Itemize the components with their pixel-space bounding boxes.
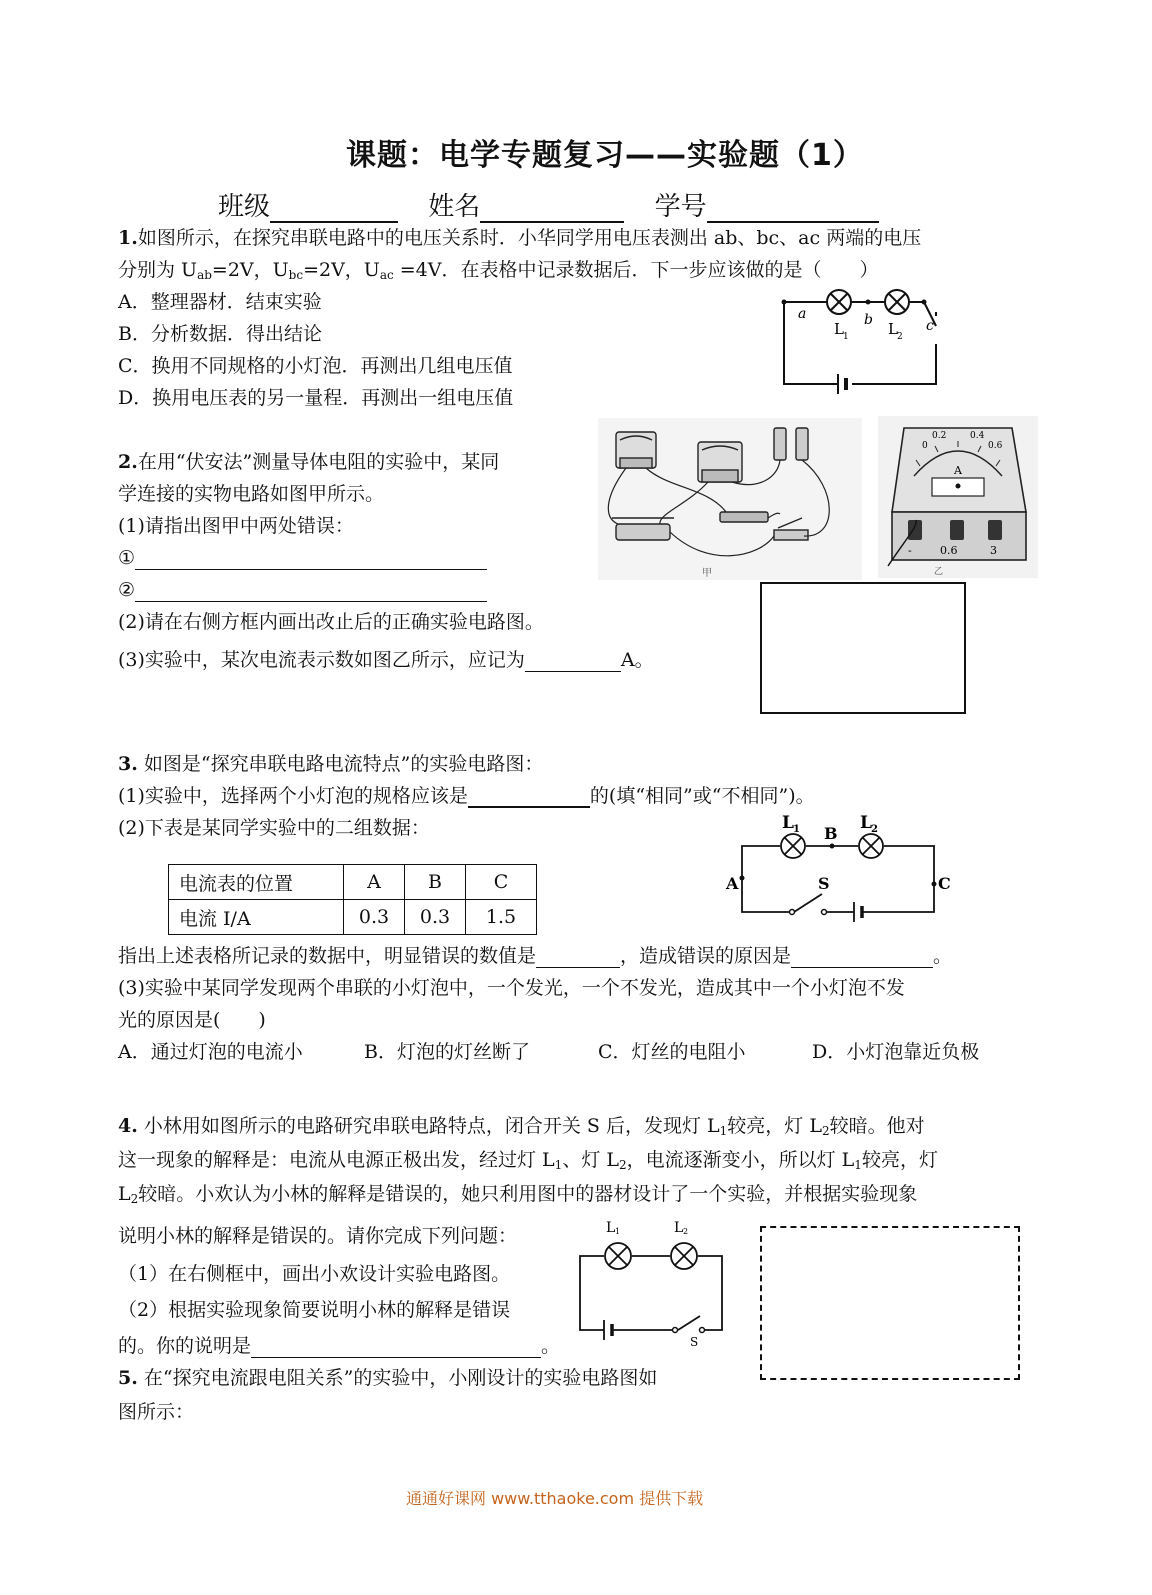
q4-fig-l2: L <box>674 1220 684 1236</box>
q2-part3-unit: A。 <box>620 649 654 671</box>
q4-part3-text: 的。你的说明是 <box>118 1335 252 1357</box>
q4-fig-l1-sub: 1 <box>615 1227 621 1236</box>
meter-pointer-pivot <box>956 484 961 489</box>
student-info-line <box>218 186 879 223</box>
q3-error-line <box>118 944 952 968</box>
q2-error1 <box>118 546 487 570</box>
q4-line4: 说明小林的解释是错误的。请你完成下列问题： <box>118 1225 518 1247</box>
q4-circuit-diagram <box>572 1216 732 1348</box>
meter-terminal-neg: - <box>908 544 912 557</box>
q5-number: 5. <box>118 1367 138 1389</box>
q1-l2a: 分别为 U <box>118 259 198 281</box>
q2-line2: 学连接的实物电路如图甲所示。 <box>118 483 385 505</box>
q4-fig-l1: L <box>606 1220 616 1236</box>
q3-option-b[interactable]: B．灯泡的灯丝断了 <box>364 1041 530 1063</box>
q4-fig-l2-sub: 2 <box>683 1227 689 1236</box>
q3-error-end: 。 <box>933 945 953 967</box>
q2-error2 <box>118 578 487 602</box>
q3-line1 <box>118 752 543 776</box>
meter-scale-1: 0.2 <box>932 431 947 441</box>
meter-scale-0: 0 <box>922 441 928 451</box>
q2-fig-jia-caption: 甲 <box>702 568 712 579</box>
q3-reason-text: ，造成错误的原因是 <box>620 945 792 967</box>
q4-line3 <box>118 1182 917 1206</box>
q2-figure-jia <box>598 418 862 580</box>
footer-credit[interactable]: 通通好课网 www.tthaoke.com 提供下载 <box>406 1489 704 1508</box>
q3-reason-blank[interactable] <box>791 945 933 968</box>
table-row <box>169 865 537 900</box>
q2-part3-text: (3)实验中，某次电流表示数如图乙所示，应记为 <box>118 649 525 671</box>
meter-terminal-3: 3 <box>990 544 997 557</box>
q1-fig-b: b <box>864 312 873 328</box>
table-cell-b: 0.3 <box>405 900 466 935</box>
meter-scale-3: 0.6 <box>988 441 1003 451</box>
q2-error2-marker: ② <box>118 579 136 601</box>
q1-line2 <box>118 258 878 282</box>
q4-l1-sub2: 2 <box>821 1124 830 1138</box>
q3-line1-text: 如图是“探究串联电路电流特点”的实验电路图： <box>143 753 544 775</box>
meter-terminal-06: 0.6 <box>940 544 958 557</box>
q1-line1 <box>118 226 921 250</box>
q3-data-table <box>168 864 537 935</box>
q4-l1-sub1: 1 <box>719 1124 728 1138</box>
table-header-position: 电流表的位置 <box>169 865 344 900</box>
meter-scale-2: 0.4 <box>970 431 985 441</box>
q3-error-text: 指出上述表格所记录的数据中，明显错误的数值是 <box>118 945 537 967</box>
q1-fig-a: a <box>798 306 807 322</box>
name-blank <box>480 193 624 223</box>
q2-figure-yi-ammeter <box>878 416 1038 578</box>
q3-part1-text: (1)实验中，选择两个小灯泡的规格应该是 <box>118 785 468 807</box>
q2-answer-box[interactable] <box>760 582 966 714</box>
q5-line2: 图所示： <box>118 1401 195 1423</box>
lamp-l2 <box>885 290 909 314</box>
q4-l1b: 较亮，灯 L <box>727 1115 822 1137</box>
q4-l3a: L <box>118 1183 131 1205</box>
q4-line2 <box>118 1148 938 1172</box>
q1-option-a[interactable]: A．整理器材．结束实验 <box>118 291 322 313</box>
q1-fig-l1-sub: 1 <box>843 332 849 342</box>
q4-l3-sub: 2 <box>130 1192 139 1206</box>
q3-fig-b: B <box>824 824 838 843</box>
q4-line1 <box>118 1114 925 1138</box>
q3-part1-hint: 的(填“相同”或“不相同”)。 <box>589 785 815 807</box>
q2-error1-blank[interactable] <box>135 547 487 570</box>
table-row-label: 电流 I/A <box>169 900 344 935</box>
q4-l2d: 较亮，灯 <box>861 1149 938 1171</box>
q1-fig-c: c <box>926 318 934 334</box>
id-label: 学号 <box>654 192 707 222</box>
q4-l2a: 这一现象的解释是：电流从电源正极出发，经过灯 L <box>118 1149 555 1171</box>
q1-option-c[interactable]: C．换用不同规格的小灯泡．再测出几组电压值 <box>118 355 513 377</box>
q4-number: 4. <box>118 1115 138 1137</box>
q2-error1-marker: ① <box>118 547 136 569</box>
q4-l2-sub2: 2 <box>618 1158 627 1172</box>
q4-l2-sub3: 1 <box>854 1158 862 1172</box>
q1-number: 1. <box>118 227 138 249</box>
lamp-l1 <box>605 1243 631 1269</box>
lamp-l1 <box>827 290 851 314</box>
table-header-b: B <box>405 865 466 900</box>
q4-explanation-blank[interactable] <box>251 1335 541 1358</box>
q3-fig-l1: L <box>782 813 794 833</box>
page-title: 课题：电学专题复习——实验题（1） <box>346 138 864 173</box>
q4-l1c: 较暗。他对 <box>829 1115 925 1137</box>
q3-circuit-diagram <box>724 808 964 924</box>
q3-part3-line1: (3)实验中某同学发现两个串联的小灯泡中，一个发光，一个不发光，造成其中一个小灯泡不发 <box>118 977 905 999</box>
class-blank <box>270 193 398 223</box>
q4-l2-sub1: 1 <box>554 1158 563 1172</box>
q2-line1-text: 在用“伏安法”测量导体电阻的实验中，某同 <box>137 451 500 473</box>
q5-line1 <box>118 1366 657 1390</box>
q2-part1: (1)请指出图甲中两处错误： <box>118 515 354 537</box>
lamp-l1 <box>781 834 805 858</box>
q1-fig-l1: L <box>834 320 844 338</box>
q3-wrong-value-blank[interactable] <box>536 945 620 968</box>
q2-number: 2. <box>118 451 138 473</box>
q3-option-c[interactable]: C．灯丝的电阻小 <box>598 1041 746 1063</box>
q1-sub-bc: bc <box>288 268 304 282</box>
table-cell-a: 0.3 <box>344 900 405 935</box>
q5-line1-text: 在“探究电流跟电阻关系”的实验中，小刚设计的实验电路图如 <box>143 1367 658 1389</box>
table-row <box>169 900 537 935</box>
q3-fig-l2: L <box>860 813 872 833</box>
q3-spec-blank[interactable] <box>468 784 590 808</box>
q2-error2-blank[interactable] <box>135 579 487 602</box>
q4-answer-box[interactable] <box>760 1226 1020 1380</box>
q1-option-b[interactable]: B．分析数据．得出结论 <box>118 323 322 345</box>
q1-l2c: =2V，U <box>303 259 380 281</box>
q3-part1 <box>118 784 815 808</box>
q2-part3 <box>118 648 654 672</box>
q4-l1a: 小林用如图所示的电路研究串联电路特点，闭合开关 S 后，发现灯 L <box>143 1115 720 1137</box>
q3-number: 3. <box>118 753 138 775</box>
q3-fig-l2-sub: 2 <box>871 824 878 835</box>
q3-option-d[interactable]: D．小灯泡靠近负极 <box>812 1041 980 1063</box>
q4-part3-end: 。 <box>541 1335 561 1357</box>
q1-circuit-diagram <box>776 282 946 394</box>
q1-sub-ab: ab <box>197 268 212 282</box>
lamp-l2 <box>859 834 883 858</box>
q3-fig-c: C <box>938 874 951 893</box>
q2-line1 <box>118 450 499 474</box>
q1-fig-l2-sub: 2 <box>897 332 903 342</box>
q1-fig-l2: L <box>888 320 898 338</box>
meter-unit: A <box>954 464 962 477</box>
q4-fig-s: S <box>690 1335 699 1348</box>
q3-part3-line2: 光的原因是( ) <box>118 1009 266 1031</box>
table-header-a: A <box>344 865 405 900</box>
q2-fig-yi-caption: 乙 <box>934 567 944 577</box>
q3-option-a[interactable]: A．通过灯泡的电流小 <box>118 1041 303 1063</box>
q1-sub-ac: ac <box>379 268 394 282</box>
name-label: 姓名 <box>428 192 481 222</box>
class-label: 班级 <box>218 192 271 222</box>
q3-fig-a: A <box>726 874 739 893</box>
table-cell-c: 1.5 <box>466 900 537 935</box>
q2-part2: (2)请在右侧方框内画出改止后的正确实验电路图。 <box>118 611 544 633</box>
q4-l3b: 较暗。小欢认为小林的解释是错误的，她只利用图中的器材设计了一个实验，并根据实验现象 <box>138 1183 918 1205</box>
id-blank <box>707 193 879 223</box>
q4-part2: （2）根据实验现象简要说明小林的解释是错误 <box>118 1299 511 1321</box>
q2-current-blank[interactable] <box>525 649 621 672</box>
q1-l2d: =4V．在表格中记录数据后．下一步应该做的是（ ） <box>393 259 879 281</box>
q3-fig-l1-sub: 1 <box>793 824 800 835</box>
q4-part3 <box>118 1334 560 1358</box>
q4-part1: （1）在右侧框中，画出小欢设计实验电路图。 <box>118 1263 511 1285</box>
q1-option-d[interactable]: D．换用电压表的另一量程．再测出一组电压值 <box>118 387 514 409</box>
lamp-l2 <box>671 1243 697 1269</box>
q3-part2: (2)下表是某同学实验中的二组数据： <box>118 817 430 839</box>
q1-l2b: =2V，U <box>211 259 289 281</box>
table-header-c: C <box>466 865 537 900</box>
q3-fig-s: S <box>818 874 830 893</box>
q4-l2b: 、灯 L <box>562 1149 619 1171</box>
q4-l2c: ，电流逐渐变小，所以灯 L <box>626 1149 855 1171</box>
q1-line1-text: 如图所示，在探究串联电路中的电压关系时．小华同学用电压表测出 ab、bc、ac 两端的电压 <box>137 227 922 249</box>
